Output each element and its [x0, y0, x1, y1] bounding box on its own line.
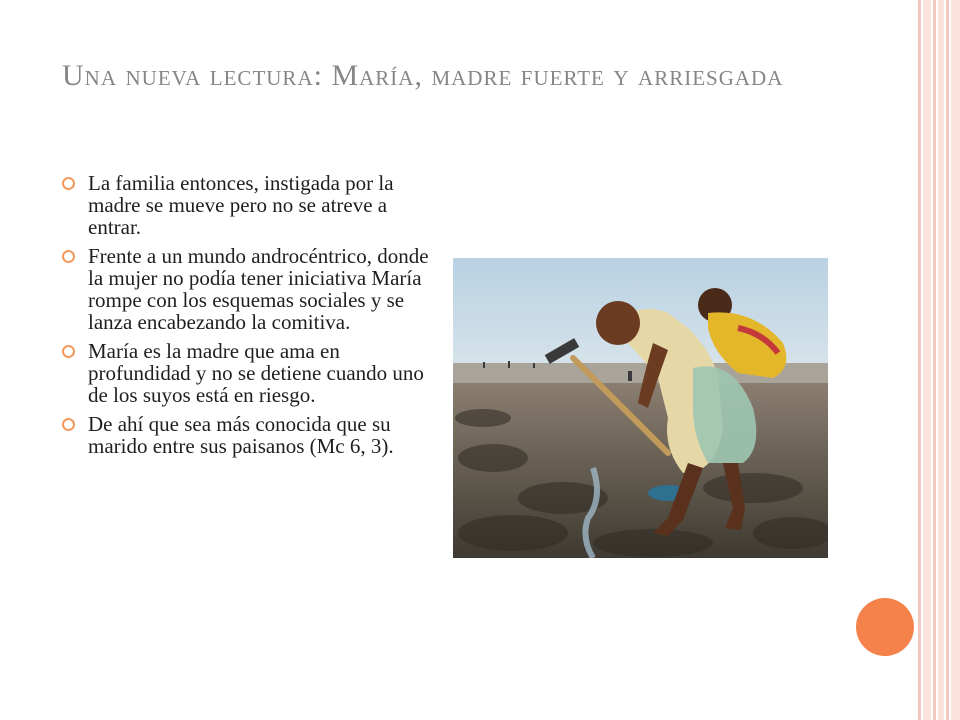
accent-circle — [856, 598, 914, 656]
bullet-marker-icon — [62, 250, 75, 263]
bullet-text: De ahí que sea más conocida que su marido entre sus paisanos (Mc 6, 3). — [88, 412, 394, 458]
bullet-marker-icon — [62, 345, 75, 358]
decorative-stripe — [938, 0, 944, 720]
bullet-item — [62, 340, 442, 406]
decorative-stripe — [923, 0, 931, 720]
bullet-item — [62, 172, 442, 238]
decorative-stripe — [918, 0, 921, 720]
decorative-stripe — [951, 0, 960, 720]
bullet-text: María es la madre que ama en profundidad y no se detiene cuando uno de los suyos está en riesgo. — [88, 339, 424, 407]
bullet-text: La familia entonces, instigada por la madre se mueve pero no se atreve a entrar. — [88, 171, 394, 239]
decorative-stripe — [946, 0, 949, 720]
decorative-stripe — [933, 0, 936, 720]
bullet-list — [62, 172, 442, 464]
bullet-item — [62, 245, 442, 333]
slide-title: Una nueva lectura: María, madre fuerte y arriesgada — [62, 59, 784, 92]
bullet-text: Frente a un mundo androcéntrico, donde la mujer no podía tener iniciativa María rompe con los esquemas sociales y se lanza encabezando la comitiva. — [88, 244, 429, 334]
woman-digging-photo — [453, 258, 828, 558]
bullet-marker-icon — [62, 177, 75, 190]
bullet-item — [62, 413, 442, 457]
bullet-marker-icon — [62, 418, 75, 431]
